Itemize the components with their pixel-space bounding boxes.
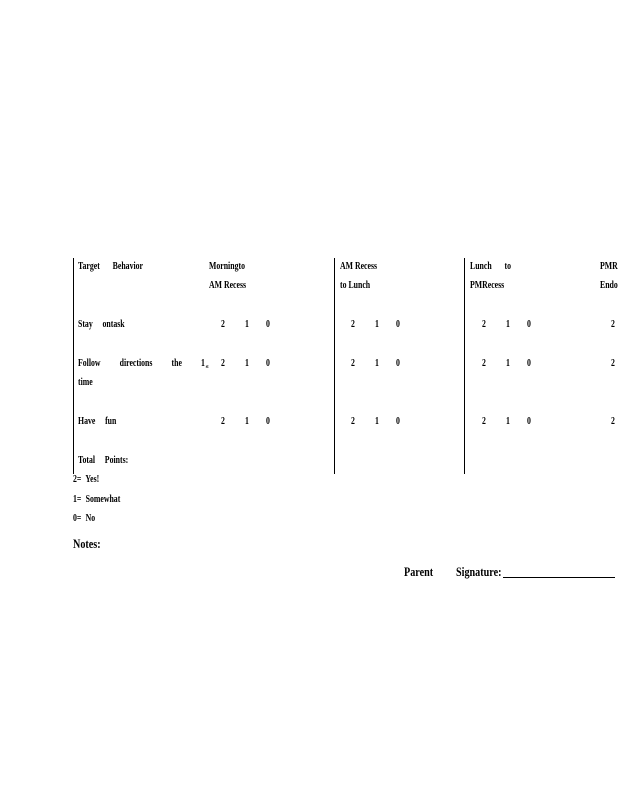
row-follow-directions-label-line2: time — [78, 377, 93, 388]
legend-somewhat: 1= Somewhat — [73, 494, 121, 505]
parent-label: Parent — [404, 564, 434, 579]
row1-col4-score: 2 — [611, 319, 615, 330]
row2-col2-score-1: 1 — [375, 358, 379, 369]
row1-col1-score-0: 0 — [266, 319, 270, 330]
legend-no: 0= No — [73, 513, 96, 524]
total-points-label: Total Points: — [78, 455, 129, 466]
row3-col3-score-0: 0 — [527, 416, 531, 427]
header-col3-line1: Lunch to — [470, 261, 512, 272]
notes-label: Notes: — [73, 536, 101, 551]
row3-col3-score-2: 2 — [482, 416, 486, 427]
row3-col1-score-2: 2 — [221, 416, 225, 427]
row2-col4-score: 2 — [611, 358, 615, 369]
row2-col3-score-2: 2 — [482, 358, 486, 369]
row1-col2-score-2: 2 — [351, 319, 355, 330]
row2-col3-score-1: 1 — [506, 358, 510, 369]
header-col4-line1: PMR — [600, 261, 618, 272]
signature-label: Signature: — [456, 564, 502, 579]
row2-col3-score-0: 0 — [527, 358, 531, 369]
row3-col1-score-0: 0 — [266, 416, 270, 427]
column-divider-3 — [464, 258, 465, 474]
row1-col3-score-0: 0 — [527, 319, 531, 330]
row2-col2-score-0: 0 — [396, 358, 400, 369]
header-col2-line2: to Lunch — [340, 280, 371, 291]
row3-col2-score-2: 2 — [351, 416, 355, 427]
column-divider-2 — [334, 258, 335, 474]
row2-col1-score-1: 1 — [245, 358, 249, 369]
header-col1-line2: AM Recess — [209, 280, 247, 291]
row3-col1-score-1: 1 — [245, 416, 249, 427]
signature-line[interactable] — [503, 577, 615, 578]
row1-col3-score-2: 2 — [482, 319, 486, 330]
legend-yes: 2= Yes! — [73, 474, 100, 485]
row2-col2-score-2: 2 — [351, 358, 355, 369]
row3-col4-score: 2 — [611, 416, 615, 427]
row3-col2-score-1: 1 — [375, 416, 379, 427]
row3-col2-score-0: 0 — [396, 416, 400, 427]
row1-col2-score-0: 0 — [396, 319, 400, 330]
row2-col1-score-2: 2 — [221, 358, 225, 369]
table-left-rule — [73, 258, 74, 474]
row-have-fun-label: Have fun — [78, 416, 117, 427]
header-col1-line1: Morningto — [209, 261, 245, 272]
row-stay-on-task-label: Stay ontask — [78, 319, 125, 330]
row1-col1-score-2: 2 — [221, 319, 225, 330]
row1-col3-score-1: 1 — [506, 319, 510, 330]
header-col4-line2: Endo — [600, 280, 618, 291]
row-follow-directions-text: Follow directions the 1 — [78, 358, 205, 369]
header-col3-line2: PMRecess — [470, 280, 505, 291]
row3-col3-score-1: 1 — [506, 416, 510, 427]
header-col2-line1: AM Recess — [340, 261, 378, 272]
row1-col2-score-1: 1 — [375, 319, 379, 330]
row2-col1-score-0: 0 — [266, 358, 270, 369]
header-target-behavior: Target Behavior — [78, 261, 144, 272]
first-superscript: st — [205, 365, 209, 370]
row-follow-directions-label — [78, 358, 208, 372]
row1-col1-score-1: 1 — [245, 319, 249, 330]
